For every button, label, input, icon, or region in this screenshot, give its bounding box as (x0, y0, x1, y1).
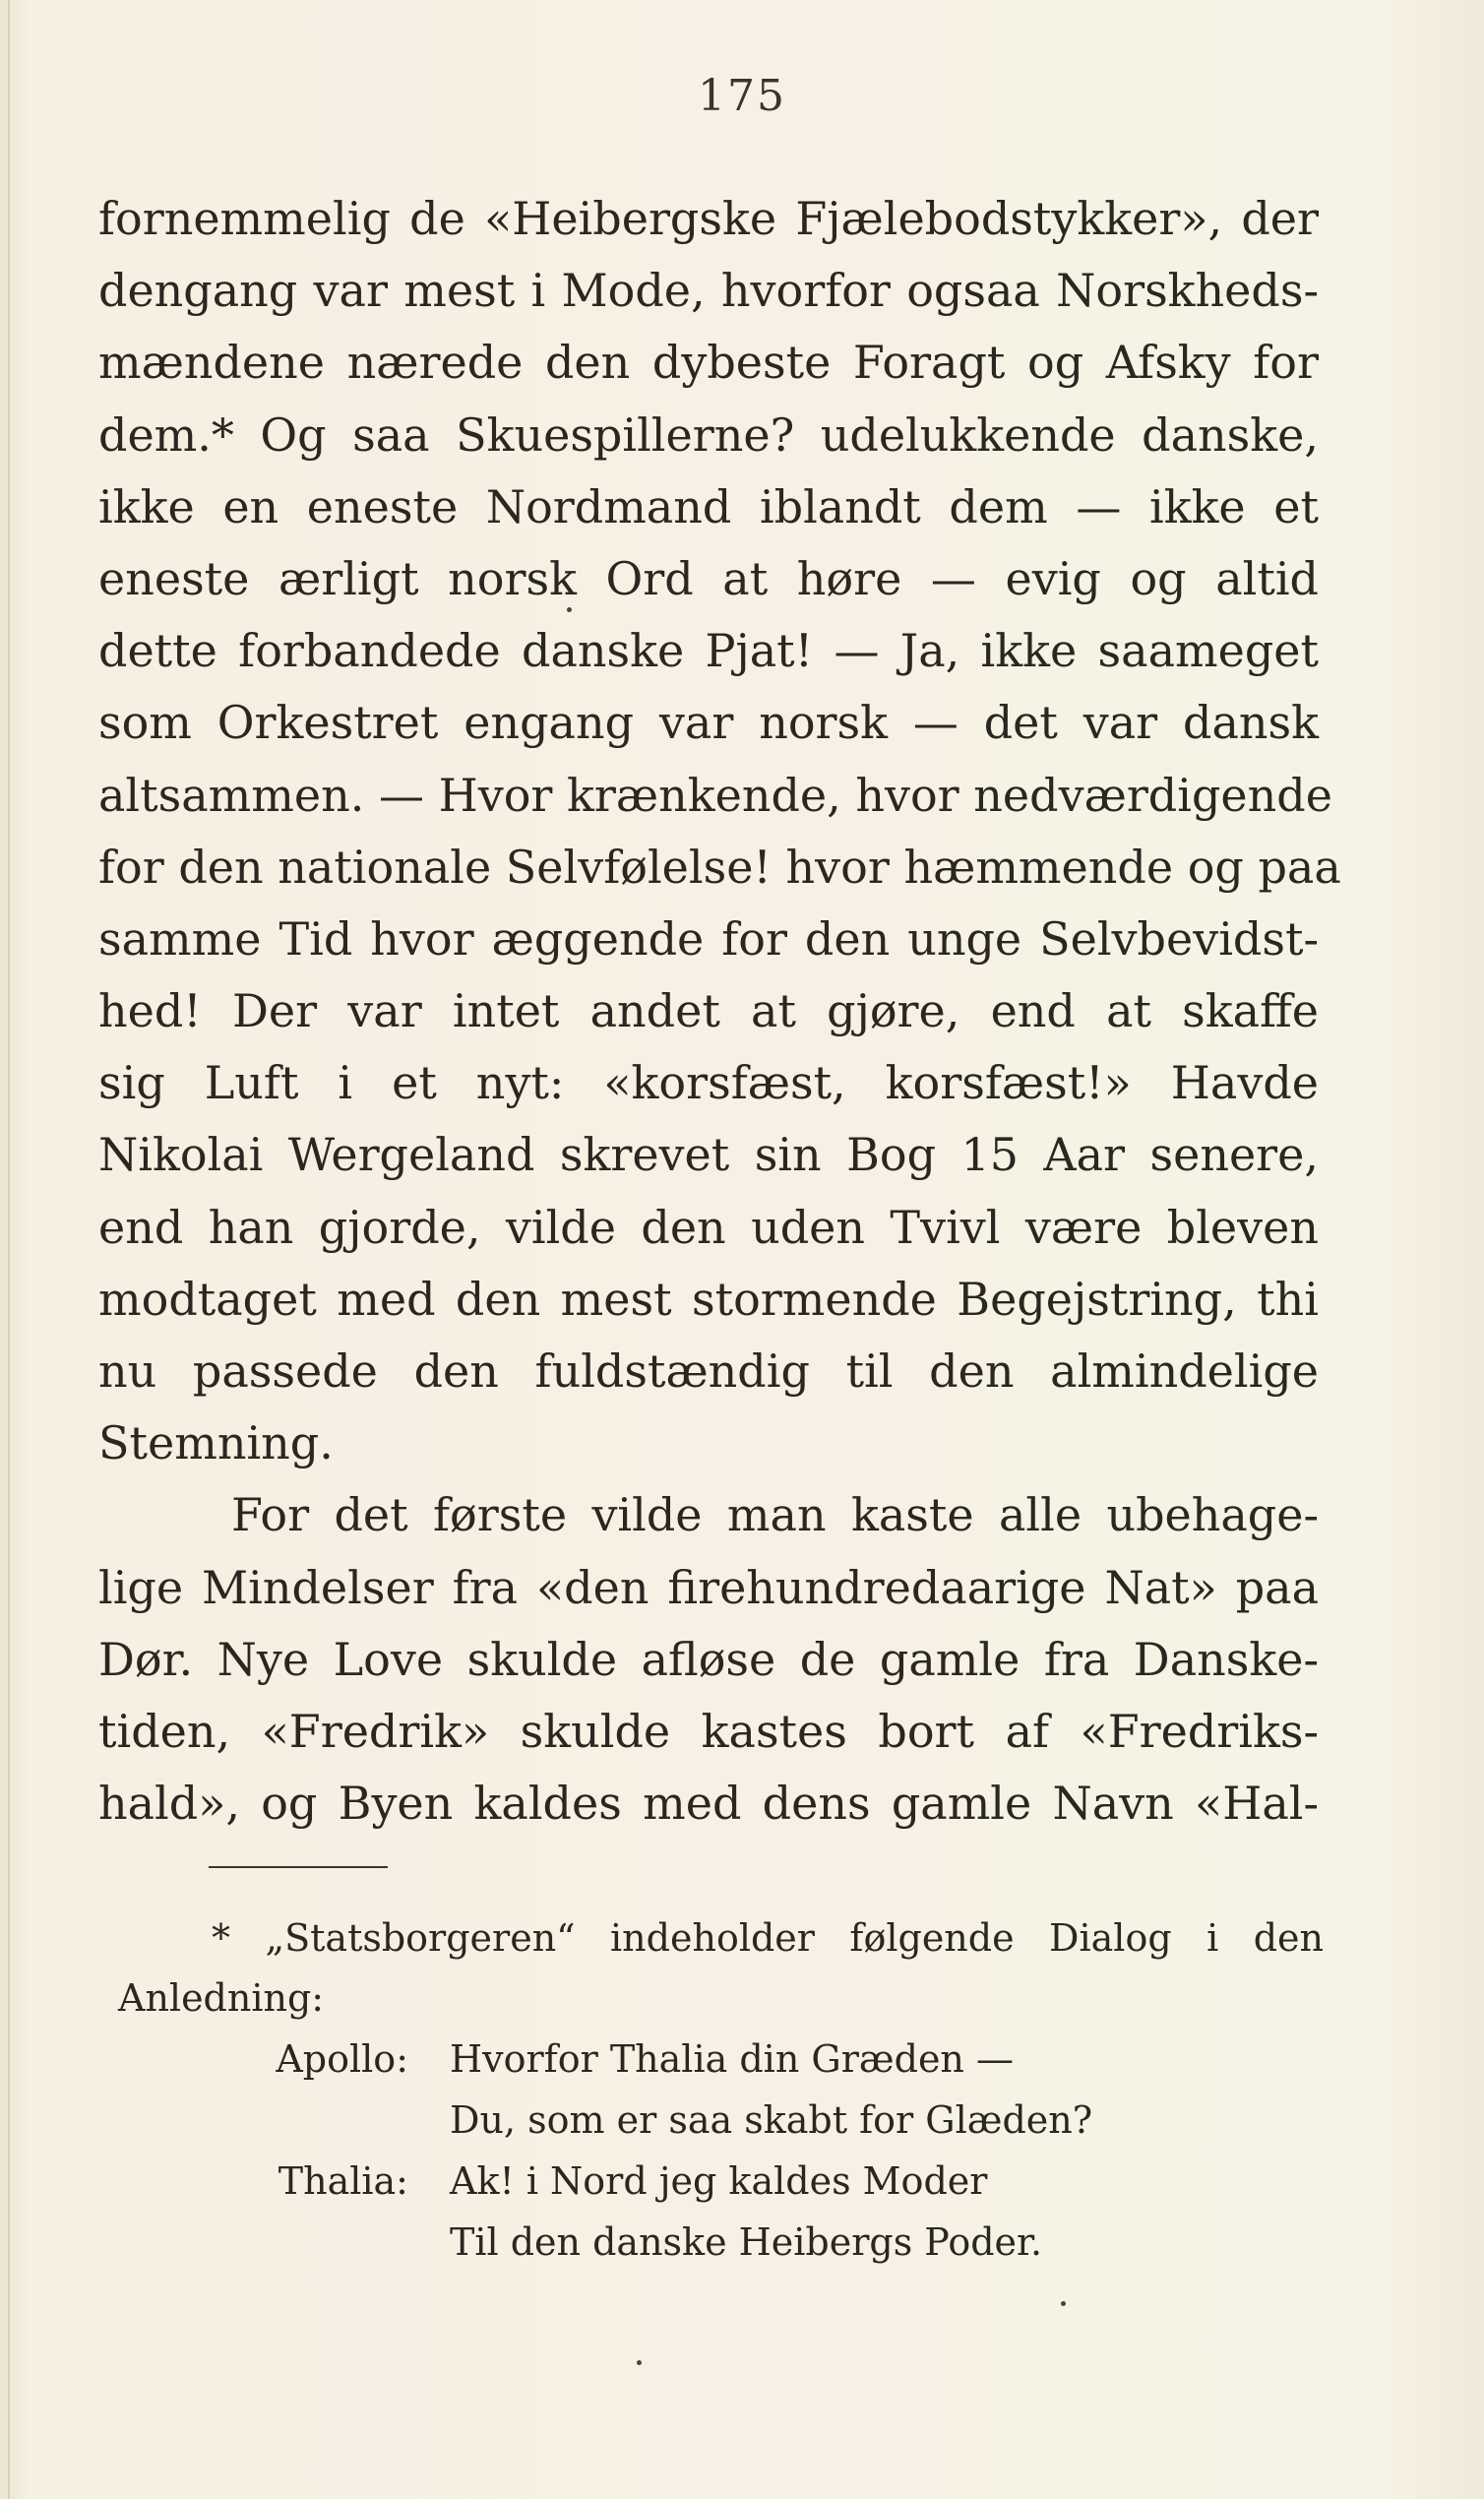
dialog-speaker: Apollo: (276, 2037, 408, 2081)
text-line: nu passede den fuldstændig til den almindelige (98, 1344, 1319, 1398)
text-line: Nikolai Wergeland skrevet sin Bog 15 Aar senere, (98, 1128, 1319, 1182)
footnote-line: * „Statsborgeren“ indeholder følgende Dialog i den (212, 1916, 1324, 1960)
text-line: for den nationale Selvfølelse! hvor hæmmende og paa (98, 840, 1341, 894)
text-line: tiden, «Fredrik» skulde kastes bort af «Fredriks- (98, 1704, 1319, 1758)
text-line: altsammen. — Hvor krænkende, hvor nedværdigende (98, 768, 1332, 822)
dialog-text: Ak! i Nord jeg kaldes Moder (450, 2159, 988, 2203)
page-edge (8, 0, 10, 2499)
dialog-text: Til den danske Heibergs Poder. (450, 2220, 1043, 2264)
text-line: lige Mindelser fra «den firehundredaarige Nat» paa (98, 1560, 1319, 1614)
dialog-row (118, 2090, 1201, 2151)
dialog-text: Du, som er saa skabt for Glæden? (450, 2098, 1093, 2142)
footnote-dialog (118, 2029, 1201, 2273)
text-line: eneste ærligt norsk Ord at høre — evig og altid (98, 551, 1319, 605)
text-line: som Orkestret engang var norsk — det var dansk (98, 696, 1319, 750)
ink-speck (567, 607, 572, 612)
text-line: mændene nærede den dybeste Foragt og Afsky for (98, 336, 1319, 390)
footnote-line: Anledning: (118, 1976, 325, 2020)
text-line: ikke en eneste Nordmand iblandt dem — ikke et (98, 479, 1319, 533)
text-line: hed! Der var intet andet at gjøre, end at skaffe (98, 984, 1319, 1038)
text-line: dem.* Og saa Skuespillerne? udelukkende danske, (98, 407, 1319, 462)
text-line: samme Tid hvor æggende for den unge Selvbevidst- (98, 911, 1319, 966)
dialog-text: Hvorfor Thalia din Græden — (450, 2037, 1014, 2081)
page-number: 175 (698, 71, 786, 121)
text-line: modtaget med den mest stormende Begejstring, thi (98, 1272, 1319, 1326)
text-line: Stemning. (98, 1416, 334, 1470)
text-line: Dør. Nye Love skulde afløse de gamle fra Danske- (98, 1632, 1319, 1686)
text-line: hald», og Byen kaldes med dens gamle Navn «Hal- (98, 1777, 1319, 1831)
text-line: fornemmelig de «Heibergske Fjælebodstykker», der (98, 192, 1319, 245)
text-line: end han gjorde, vilde den uden Tvivl være bleven (98, 1200, 1319, 1254)
text-line: sig Luft i et nyt: «korsfæst, korsfæst!» Havde (98, 1056, 1319, 1110)
body-text (98, 183, 1341, 1840)
dialog-speaker: Thalia: (278, 2159, 408, 2203)
text-line: For det første vilde man kaste alle ubehage- (231, 1488, 1319, 1542)
ink-speck (1061, 2301, 1066, 2306)
footnote-divider (209, 1866, 388, 1868)
ink-speck (637, 2360, 642, 2365)
dialog-row (118, 2151, 1201, 2212)
dialog-row (118, 2029, 1201, 2090)
footnote (118, 1908, 1324, 2029)
text-line: dengang var mest i Mode, hvorfor ogsaa Norskheds- (98, 264, 1319, 318)
text-line: dette forbandede danske Pjat! — Ja, ikke saameget (98, 624, 1319, 678)
dialog-row (118, 2212, 1201, 2273)
